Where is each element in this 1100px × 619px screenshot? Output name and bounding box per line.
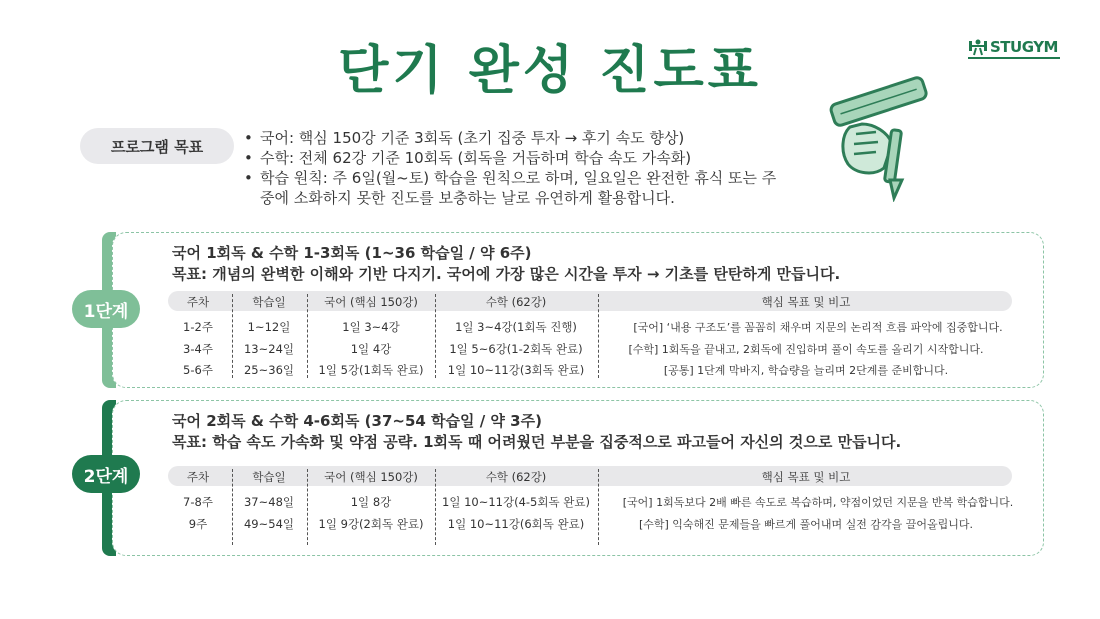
col-header-week: 주차 — [186, 295, 210, 309]
col-header-notes: 핵심 목표 및 비고 — [761, 295, 851, 309]
brand-name: STUGYM — [990, 38, 1058, 56]
table-cell: 1일 10~11강(3회독 완료) — [447, 363, 585, 377]
table-cell: [국어] 1회독보다 2배 빠른 속도로 복습하며, 약점이었던 지문을 반복 학습합니다. — [622, 496, 1014, 509]
table-cell: 37~48일 — [243, 495, 294, 509]
col-header-korean: 국어 (핵심 150강) — [324, 295, 418, 309]
page-title: 단기 완성 진도표 — [338, 41, 762, 101]
table-cell: 1일 10~11강(6회독 완료) — [447, 517, 585, 531]
table-cell: 1일 5강(1회독 완료) — [318, 363, 424, 377]
table-cell: 1일 10~11강(4-5회독 완료) — [442, 495, 590, 509]
table-cell: [국어] ‘내용 구조도’를 꼼꼼히 채우며 지문의 논리적 흐름 파악에 집중합니다. — [633, 321, 1003, 334]
col-header-week: 주차 — [186, 470, 210, 484]
table-cell: 1일 4강 — [350, 342, 392, 356]
col-divider — [232, 469, 233, 545]
col-divider — [598, 469, 599, 545]
stage2-goal: 목표: 학습 속도 가속화 및 약점 공략. 1회독 때 어려웠던 부분을 집중적으로 파고들어 자신의 것으로 만듭니다. — [172, 433, 902, 451]
table-cell: 1~12일 — [247, 320, 291, 334]
stage2-heading: 국어 2회독 & 수학 4-6회독 (37~54 학습일 / 약 3주) — [172, 412, 542, 430]
goal-item: • 국어: 핵심 150강 기준 3회독 (초기 집중 투자 → 후기 속도 향상) — [244, 128, 814, 148]
brand-logo — [968, 38, 1058, 56]
col-divider — [307, 469, 308, 545]
program-goal-label: 프로그램 목표 — [80, 128, 234, 164]
table-cell: 1일 3~4강(1회독 진행) — [455, 320, 577, 334]
col-header-math: 수학 (62강) — [485, 295, 547, 309]
table-cell: 7-8주 — [183, 495, 213, 509]
program-goal-list — [244, 128, 814, 208]
table-cell: [수학] 익숙해진 문제들을 빠르게 풀어내며 실전 감각을 끌어올립니다. — [638, 518, 974, 531]
table-cell: [수학] 1회독을 끝내고, 2회독에 진입하며 풀이 속도를 올리기 시작합니다. — [628, 343, 984, 356]
goal-item-continued: 중에 소화하지 못한 진도를 보충하는 날로 유연하게 활용합니다. — [260, 189, 675, 207]
table-cell: 1일 8강 — [350, 495, 392, 509]
table-cell: 13~24일 — [243, 342, 294, 356]
col-header-math: 수학 (62강) — [485, 470, 547, 484]
table-cell: 25~36일 — [243, 363, 294, 377]
col-header-days: 학습일 — [252, 470, 286, 484]
table-cell: [공통] 1단계 막바지, 학습량을 늘리며 2단계를 준비합니다. — [663, 364, 949, 377]
stage1-goal: 목표: 개념의 완벽한 이해와 기반 다지기. 국어에 가장 많은 시간을 투자 → 기초를 탄탄하게 만듭니다. — [172, 265, 841, 283]
col-divider — [598, 294, 599, 378]
table-cell: 9주 — [188, 517, 208, 531]
col-header-days: 학습일 — [252, 295, 286, 309]
goal-item: • 학습 원칙: 주 6일(월~토) 학습을 원칙으로 하며, 일요일은 완전한 휴식 또는 주 — [244, 168, 814, 188]
table-cell: 1일 3~4강 — [342, 320, 400, 334]
table-cell: 49~54일 — [243, 517, 294, 531]
table-cell: 1-2주 — [183, 320, 213, 334]
goal-item: • 수학: 전체 62강 기준 10회독 (회독을 거듭하며 학습 속도 가속화) — [244, 148, 814, 168]
col-divider — [435, 469, 436, 545]
col-divider — [435, 294, 436, 378]
table-cell: 5-6주 — [183, 363, 213, 377]
table-cell: 1일 5~6강(1-2회독 완료) — [449, 342, 583, 356]
hand-holding-roller-icon — [822, 72, 940, 202]
col-header-korean: 국어 (핵심 150강) — [324, 470, 418, 484]
table-cell: 1일 9강(2회독 완료) — [318, 517, 424, 531]
stage1-heading: 국어 1회독 & 수학 1-3회독 (1~36 학습일 / 약 6주) — [172, 244, 532, 262]
gym-figure-icon — [968, 38, 988, 56]
table-cell: 3-4주 — [183, 342, 213, 356]
stage1-badge: 1단계 — [72, 290, 140, 328]
col-header-notes: 핵심 목표 및 비고 — [761, 470, 851, 484]
col-divider — [232, 294, 233, 378]
stage2-badge: 2단계 — [72, 455, 140, 493]
col-divider — [307, 294, 308, 378]
